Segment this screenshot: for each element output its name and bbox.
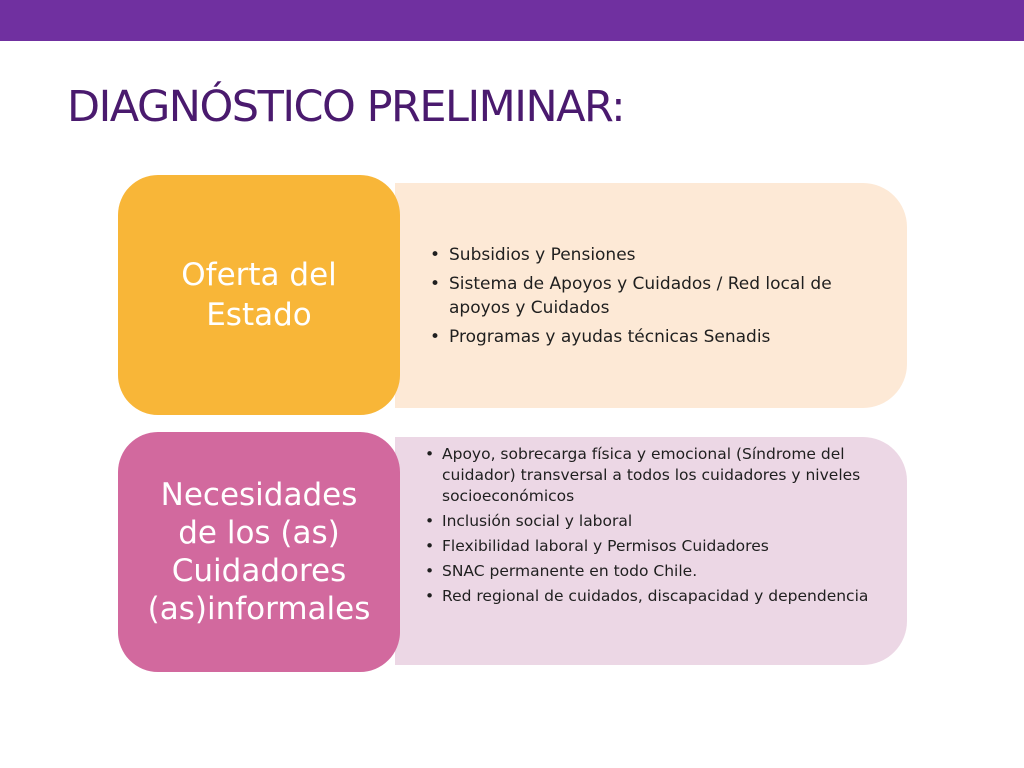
caregiver-needs-label: Necesidades de los (as) Cuidadores (as)informales: [147, 477, 371, 627]
caregiver-needs-list: [425, 444, 880, 611]
slide-title: DIAGNÓSTICO PRELIMINAR:: [67, 82, 625, 132]
state-offer-list: [430, 243, 885, 354]
list-item: • Sistema de Apoyos y Cuidados / Red local de apoyos y Cuidados: [430, 272, 885, 320]
list-item: • Flexibilidad laboral y Permisos Cuidadores: [425, 536, 880, 557]
caregiver-needs-label-box: [118, 432, 400, 672]
list-item: • Inclusión social y laboral: [425, 511, 880, 532]
state-offer-label: Oferta del Estado: [181, 257, 337, 333]
state-offer-label-box: [118, 175, 400, 415]
list-item: • Red regional de cuidados, discapacidad y dependencia: [425, 586, 880, 607]
list-item: • SNAC permanente en todo Chile.: [425, 561, 880, 582]
list-item: • Subsidios y Pensiones: [430, 243, 885, 267]
list-item: • Programas y ayudas técnicas Senadis: [430, 325, 885, 349]
list-item: • Apoyo, sobrecarga física y emocional (Síndrome del cuidador) transversal a todos los cuidadores y niveles socioeconómicos: [425, 444, 880, 507]
top-accent-bar: [0, 0, 1024, 41]
